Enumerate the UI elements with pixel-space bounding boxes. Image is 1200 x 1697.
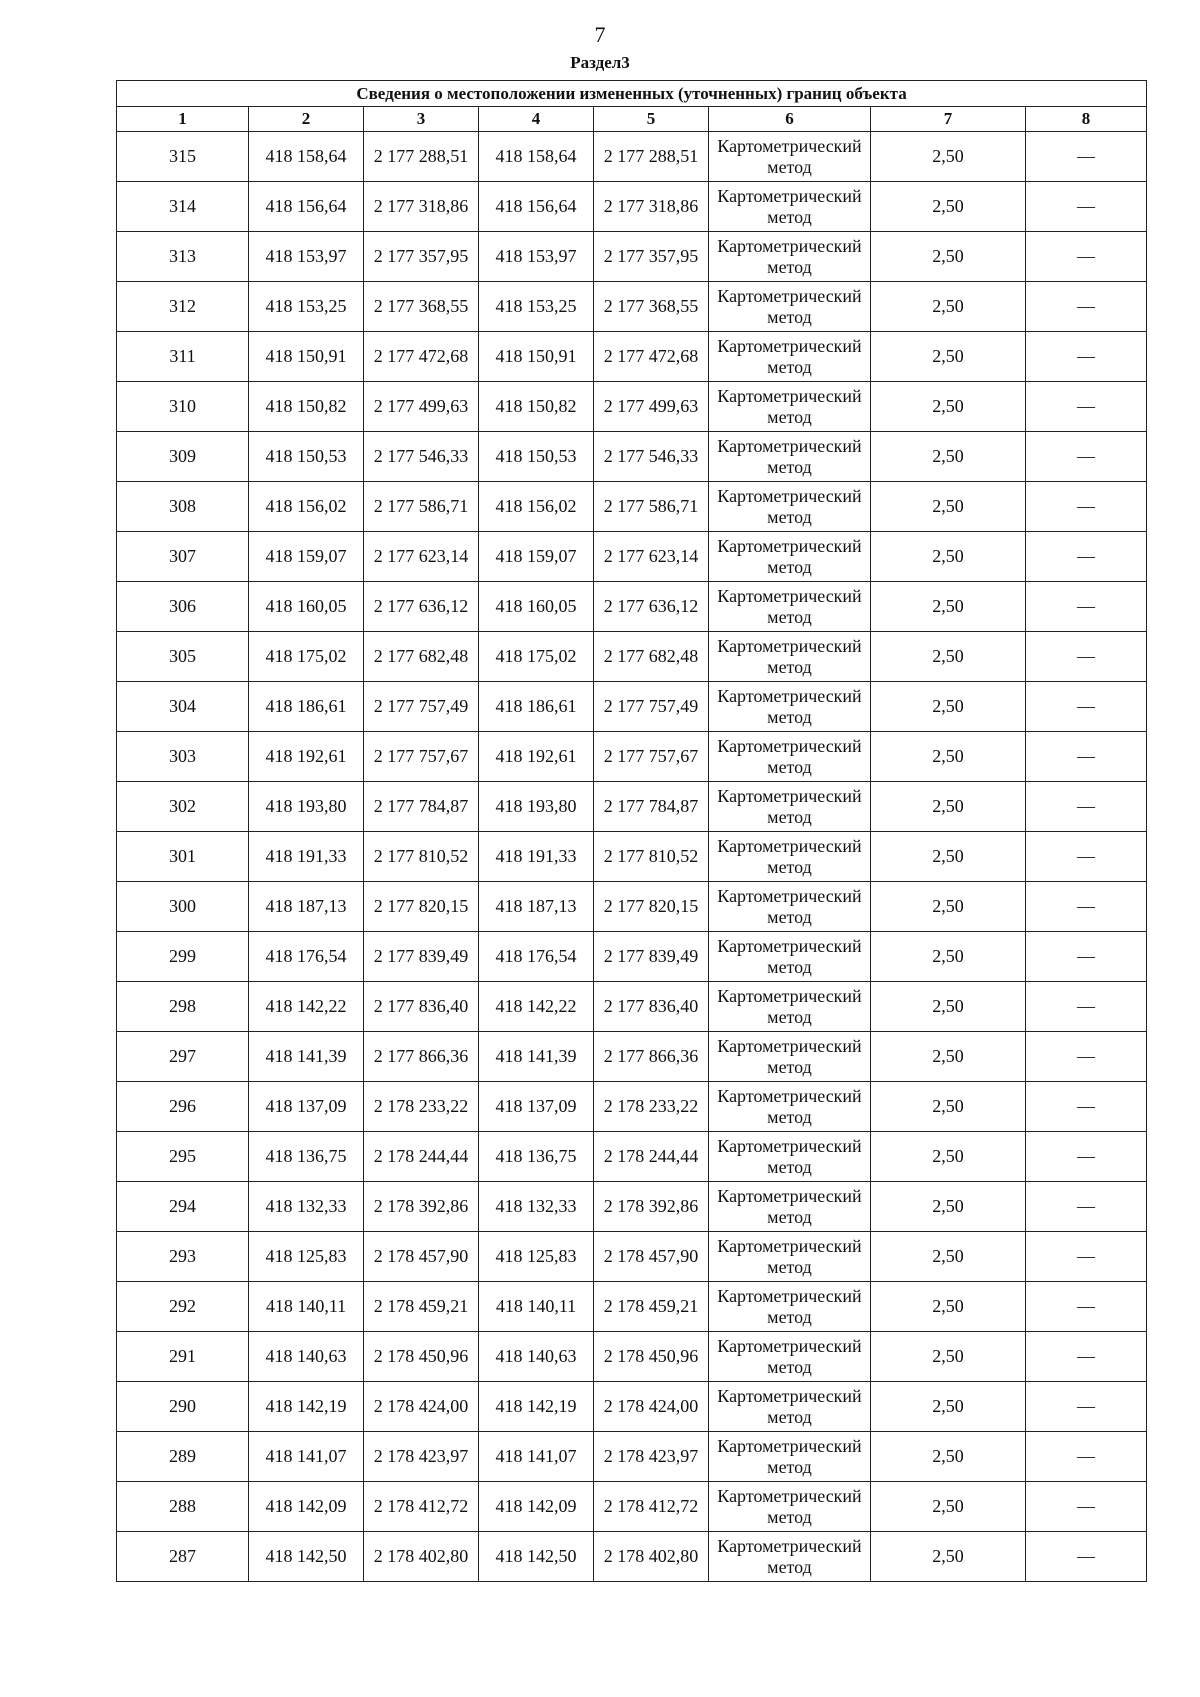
y-refined-cell: 2 177 839,49	[594, 932, 709, 982]
precision-cell: 2,50	[871, 1432, 1026, 1482]
y-refined-cell: 2 178 244,44	[594, 1132, 709, 1182]
x-existing-cell: 418 160,05	[249, 582, 364, 632]
y-existing-cell: 2 177 839,49	[364, 932, 479, 982]
x-refined-cell: 418 142,50	[479, 1532, 594, 1582]
precision-cell: 2,50	[871, 1082, 1026, 1132]
x-existing-cell: 418 156,02	[249, 482, 364, 532]
y-refined-cell: 2 178 402,80	[594, 1532, 709, 1582]
x-refined-cell: 418 186,61	[479, 682, 594, 732]
y-existing-cell: 2 177 866,36	[364, 1032, 479, 1082]
x-existing-cell: 418 141,07	[249, 1432, 364, 1482]
x-refined-cell: 418 176,54	[479, 932, 594, 982]
table-caption: Сведения о местоположении измененных (уточненных) границ объекта	[117, 81, 1147, 107]
y-existing-cell: 2 177 318,86	[364, 182, 479, 232]
x-refined-cell: 418 193,80	[479, 782, 594, 832]
y-refined-cell: 2 178 459,21	[594, 1282, 709, 1332]
point-number-cell: 294	[117, 1182, 249, 1232]
x-existing-cell: 418 150,53	[249, 432, 364, 482]
y-existing-cell: 2 177 472,68	[364, 332, 479, 382]
y-existing-cell: 2 178 392,86	[364, 1182, 479, 1232]
point-number-cell: 305	[117, 632, 249, 682]
y-existing-cell: 2 178 457,90	[364, 1232, 479, 1282]
precision-cell: 2,50	[871, 1332, 1026, 1382]
x-refined-cell: 418 140,11	[479, 1282, 594, 1332]
note-cell: —	[1026, 1482, 1147, 1532]
point-number-cell: 310	[117, 382, 249, 432]
precision-cell: 2,50	[871, 1232, 1026, 1282]
y-existing-cell: 2 177 820,15	[364, 882, 479, 932]
method-cell: Картометрический метод	[709, 732, 871, 782]
x-refined-cell: 418 156,02	[479, 482, 594, 532]
y-refined-cell: 2 178 392,86	[594, 1182, 709, 1232]
y-existing-cell: 2 177 499,63	[364, 382, 479, 432]
point-number-cell: 308	[117, 482, 249, 532]
point-number-cell: 302	[117, 782, 249, 832]
x-existing-cell: 418 142,22	[249, 982, 364, 1032]
point-number-cell: 313	[117, 232, 249, 282]
x-existing-cell: 418 150,82	[249, 382, 364, 432]
y-existing-cell: 2 178 244,44	[364, 1132, 479, 1182]
y-existing-cell: 2 177 757,49	[364, 682, 479, 732]
y-existing-cell: 2 177 357,95	[364, 232, 479, 282]
table-row	[117, 532, 1147, 582]
x-existing-cell: 418 140,63	[249, 1332, 364, 1382]
y-existing-cell: 2 177 586,71	[364, 482, 479, 532]
precision-cell: 2,50	[871, 932, 1026, 982]
x-existing-cell: 418 140,11	[249, 1282, 364, 1332]
table-row	[117, 382, 1147, 432]
y-refined-cell: 2 177 288,51	[594, 132, 709, 182]
column-header-3: 3	[364, 107, 479, 132]
x-existing-cell: 418 191,33	[249, 832, 364, 882]
table-row	[117, 682, 1147, 732]
note-cell: —	[1026, 1332, 1147, 1382]
point-number-cell: 292	[117, 1282, 249, 1332]
table-row	[117, 1332, 1147, 1382]
table-row	[117, 132, 1147, 182]
x-refined-cell: 418 142,19	[479, 1382, 594, 1432]
precision-cell: 2,50	[871, 182, 1026, 232]
method-cell: Картометрический метод	[709, 482, 871, 532]
table-row	[117, 182, 1147, 232]
precision-cell: 2,50	[871, 332, 1026, 382]
x-refined-cell: 418 156,64	[479, 182, 594, 232]
precision-cell: 2,50	[871, 1382, 1026, 1432]
method-cell: Картометрический метод	[709, 1432, 871, 1482]
precision-cell: 2,50	[871, 982, 1026, 1032]
method-cell: Картометрический метод	[709, 332, 871, 382]
method-cell: Картометрический метод	[709, 932, 871, 982]
table-row	[117, 932, 1147, 982]
point-number-cell: 306	[117, 582, 249, 632]
note-cell: —	[1026, 1182, 1147, 1232]
x-refined-cell: 418 137,09	[479, 1082, 594, 1132]
x-refined-cell: 418 191,33	[479, 832, 594, 882]
y-refined-cell: 2 177 636,12	[594, 582, 709, 632]
point-number-cell: 309	[117, 432, 249, 482]
point-number-cell: 315	[117, 132, 249, 182]
y-existing-cell: 2 177 368,55	[364, 282, 479, 332]
method-cell: Картометрический метод	[709, 682, 871, 732]
precision-cell: 2,50	[871, 632, 1026, 682]
y-existing-cell: 2 178 412,72	[364, 1482, 479, 1532]
precision-cell: 2,50	[871, 582, 1026, 632]
table-row	[117, 1182, 1147, 1232]
point-number-cell: 293	[117, 1232, 249, 1282]
x-existing-cell: 418 159,07	[249, 532, 364, 582]
y-existing-cell: 2 177 636,12	[364, 582, 479, 632]
table-row	[117, 1282, 1147, 1332]
y-refined-cell: 2 177 368,55	[594, 282, 709, 332]
precision-cell: 2,50	[871, 1532, 1026, 1582]
y-refined-cell: 2 177 357,95	[594, 232, 709, 282]
table-row	[117, 1232, 1147, 1282]
x-refined-cell: 418 125,83	[479, 1232, 594, 1282]
x-refined-cell: 418 192,61	[479, 732, 594, 782]
column-header-7: 7	[871, 107, 1026, 132]
precision-cell: 2,50	[871, 882, 1026, 932]
x-existing-cell: 418 156,64	[249, 182, 364, 232]
y-existing-cell: 2 178 402,80	[364, 1532, 479, 1582]
y-existing-cell: 2 177 757,67	[364, 732, 479, 782]
note-cell: —	[1026, 732, 1147, 782]
x-existing-cell: 418 150,91	[249, 332, 364, 382]
y-refined-cell: 2 178 233,22	[594, 1082, 709, 1132]
y-refined-cell: 2 177 472,68	[594, 332, 709, 382]
table-caption-row	[117, 81, 1147, 107]
note-cell: —	[1026, 882, 1147, 932]
x-refined-cell: 418 150,82	[479, 382, 594, 432]
table-row	[117, 1082, 1147, 1132]
method-cell: Картометрический метод	[709, 1132, 871, 1182]
note-cell: —	[1026, 1032, 1147, 1082]
x-refined-cell: 418 175,02	[479, 632, 594, 682]
method-cell: Картометрический метод	[709, 1382, 871, 1432]
precision-cell: 2,50	[871, 1482, 1026, 1532]
method-cell: Картометрический метод	[709, 182, 871, 232]
x-existing-cell: 418 125,83	[249, 1232, 364, 1282]
table-row	[117, 782, 1147, 832]
x-existing-cell: 418 192,61	[249, 732, 364, 782]
x-existing-cell: 418 142,50	[249, 1532, 364, 1582]
note-cell: —	[1026, 332, 1147, 382]
point-number-cell: 298	[117, 982, 249, 1032]
x-existing-cell: 418 187,13	[249, 882, 364, 932]
note-cell: —	[1026, 1232, 1147, 1282]
x-refined-cell: 418 140,63	[479, 1332, 594, 1382]
table-row	[117, 632, 1147, 682]
table-row	[117, 282, 1147, 332]
table-row	[117, 432, 1147, 482]
note-cell: —	[1026, 182, 1147, 232]
section-title: Раздел3	[570, 53, 630, 72]
method-cell: Картометрический метод	[709, 882, 871, 932]
point-number-cell: 314	[117, 182, 249, 232]
y-refined-cell: 2 177 623,14	[594, 532, 709, 582]
y-existing-cell: 2 177 682,48	[364, 632, 479, 682]
x-existing-cell: 418 136,75	[249, 1132, 364, 1182]
point-number-cell: 297	[117, 1032, 249, 1082]
column-header-8: 8	[1026, 107, 1147, 132]
y-refined-cell: 2 177 836,40	[594, 982, 709, 1032]
y-refined-cell: 2 178 457,90	[594, 1232, 709, 1282]
precision-cell: 2,50	[871, 382, 1026, 432]
method-cell: Картометрический метод	[709, 782, 871, 832]
point-number-cell: 303	[117, 732, 249, 782]
note-cell: —	[1026, 832, 1147, 882]
x-existing-cell: 418 132,33	[249, 1182, 364, 1232]
x-refined-cell: 418 142,09	[479, 1482, 594, 1532]
method-cell: Картометрический метод	[709, 232, 871, 282]
note-cell: —	[1026, 1282, 1147, 1332]
precision-cell: 2,50	[871, 1282, 1026, 1332]
y-refined-cell: 2 178 423,97	[594, 1432, 709, 1482]
y-refined-cell: 2 177 682,48	[594, 632, 709, 682]
table-row	[117, 732, 1147, 782]
precision-cell: 2,50	[871, 482, 1026, 532]
coordinates-table	[116, 80, 1147, 1582]
y-refined-cell: 2 177 586,71	[594, 482, 709, 532]
x-existing-cell: 418 158,64	[249, 132, 364, 182]
precision-cell: 2,50	[871, 1132, 1026, 1182]
y-refined-cell: 2 177 810,52	[594, 832, 709, 882]
note-cell: —	[1026, 682, 1147, 732]
precision-cell: 2,50	[871, 1032, 1026, 1082]
method-cell: Картометрический метод	[709, 1282, 871, 1332]
table-row	[117, 982, 1147, 1032]
table-row	[117, 882, 1147, 932]
x-refined-cell: 418 158,64	[479, 132, 594, 182]
method-cell: Картометрический метод	[709, 1332, 871, 1382]
column-header-2: 2	[249, 107, 364, 132]
method-cell: Картометрический метод	[709, 1082, 871, 1132]
method-cell: Картометрический метод	[709, 1532, 871, 1582]
x-refined-cell: 418 141,07	[479, 1432, 594, 1482]
note-cell: —	[1026, 532, 1147, 582]
x-refined-cell: 418 150,53	[479, 432, 594, 482]
y-refined-cell: 2 177 546,33	[594, 432, 709, 482]
x-existing-cell: 418 142,09	[249, 1482, 364, 1532]
note-cell: —	[1026, 282, 1147, 332]
note-cell: —	[1026, 232, 1147, 282]
point-number-cell: 287	[117, 1532, 249, 1582]
y-existing-cell: 2 177 623,14	[364, 532, 479, 582]
point-number-cell: 288	[117, 1482, 249, 1532]
x-existing-cell: 418 153,25	[249, 282, 364, 332]
x-refined-cell: 418 150,91	[479, 332, 594, 382]
method-cell: Картометрический метод	[709, 132, 871, 182]
y-refined-cell: 2 178 412,72	[594, 1482, 709, 1532]
y-refined-cell: 2 178 450,96	[594, 1332, 709, 1382]
x-existing-cell: 418 142,19	[249, 1382, 364, 1432]
column-header-6: 6	[709, 107, 871, 132]
table-row	[117, 232, 1147, 282]
point-number-cell: 301	[117, 832, 249, 882]
precision-cell: 2,50	[871, 232, 1026, 282]
note-cell: —	[1026, 382, 1147, 432]
point-number-cell: 307	[117, 532, 249, 582]
precision-cell: 2,50	[871, 832, 1026, 882]
note-cell: —	[1026, 1432, 1147, 1482]
point-number-cell: 290	[117, 1382, 249, 1432]
precision-cell: 2,50	[871, 782, 1026, 832]
method-cell: Картометрический метод	[709, 982, 871, 1032]
point-number-cell: 295	[117, 1132, 249, 1182]
y-refined-cell: 2 177 784,87	[594, 782, 709, 832]
note-cell: —	[1026, 1082, 1147, 1132]
method-cell: Картометрический метод	[709, 1182, 871, 1232]
y-existing-cell: 2 177 784,87	[364, 782, 479, 832]
y-refined-cell: 2 177 499,63	[594, 382, 709, 432]
point-number-cell: 300	[117, 882, 249, 932]
table-row	[117, 1532, 1147, 1582]
method-cell: Картометрический метод	[709, 382, 871, 432]
x-existing-cell: 418 176,54	[249, 932, 364, 982]
y-refined-cell: 2 177 820,15	[594, 882, 709, 932]
precision-cell: 2,50	[871, 432, 1026, 482]
method-cell: Картометрический метод	[709, 1482, 871, 1532]
point-number-cell: 296	[117, 1082, 249, 1132]
note-cell: —	[1026, 632, 1147, 682]
method-cell: Картометрический метод	[709, 632, 871, 682]
note-cell: —	[1026, 782, 1147, 832]
x-refined-cell: 418 142,22	[479, 982, 594, 1032]
y-existing-cell: 2 178 459,21	[364, 1282, 479, 1332]
method-cell: Картометрический метод	[709, 832, 871, 882]
table-body	[117, 132, 1147, 1582]
x-existing-cell: 418 186,61	[249, 682, 364, 732]
precision-cell: 2,50	[871, 532, 1026, 582]
x-refined-cell: 418 153,25	[479, 282, 594, 332]
table-row	[117, 1432, 1147, 1482]
note-cell: —	[1026, 482, 1147, 532]
table-row	[117, 832, 1147, 882]
point-number-cell: 299	[117, 932, 249, 982]
point-number-cell: 304	[117, 682, 249, 732]
y-refined-cell: 2 177 757,67	[594, 732, 709, 782]
point-number-cell: 312	[117, 282, 249, 332]
x-existing-cell: 418 141,39	[249, 1032, 364, 1082]
y-existing-cell: 2 178 423,97	[364, 1432, 479, 1482]
page-number: 7	[594, 22, 606, 47]
y-refined-cell: 2 178 424,00	[594, 1382, 709, 1432]
y-existing-cell: 2 178 233,22	[364, 1082, 479, 1132]
point-number-cell: 291	[117, 1332, 249, 1382]
y-existing-cell: 2 177 810,52	[364, 832, 479, 882]
method-cell: Картометрический метод	[709, 582, 871, 632]
note-cell: —	[1026, 432, 1147, 482]
y-existing-cell: 2 177 836,40	[364, 982, 479, 1032]
x-existing-cell: 418 193,80	[249, 782, 364, 832]
note-cell: —	[1026, 1382, 1147, 1432]
x-refined-cell: 418 153,97	[479, 232, 594, 282]
table-row	[117, 1482, 1147, 1532]
precision-cell: 2,50	[871, 282, 1026, 332]
x-refined-cell: 418 136,75	[479, 1132, 594, 1182]
column-header-4: 4	[479, 107, 594, 132]
method-cell: Картометрический метод	[709, 282, 871, 332]
y-refined-cell: 2 177 866,36	[594, 1032, 709, 1082]
table-row	[117, 332, 1147, 382]
y-refined-cell: 2 177 318,86	[594, 182, 709, 232]
column-header-1: 1	[117, 107, 249, 132]
y-existing-cell: 2 178 450,96	[364, 1332, 479, 1382]
method-cell: Картометрический метод	[709, 532, 871, 582]
precision-cell: 2,50	[871, 682, 1026, 732]
method-cell: Картометрический метод	[709, 1232, 871, 1282]
x-existing-cell: 418 175,02	[249, 632, 364, 682]
table-row	[117, 582, 1147, 632]
point-number-cell: 289	[117, 1432, 249, 1482]
column-header-5: 5	[594, 107, 709, 132]
precision-cell: 2,50	[871, 732, 1026, 782]
y-refined-cell: 2 177 757,49	[594, 682, 709, 732]
x-existing-cell: 418 137,09	[249, 1082, 364, 1132]
x-refined-cell: 418 132,33	[479, 1182, 594, 1232]
y-existing-cell: 2 177 546,33	[364, 432, 479, 482]
table-row	[117, 482, 1147, 532]
note-cell: —	[1026, 1132, 1147, 1182]
x-refined-cell: 418 159,07	[479, 532, 594, 582]
table-row	[117, 1132, 1147, 1182]
precision-cell: 2,50	[871, 1182, 1026, 1232]
point-number-cell: 311	[117, 332, 249, 382]
method-cell: Картометрический метод	[709, 1032, 871, 1082]
column-header-row	[117, 107, 1147, 132]
table-row	[117, 1032, 1147, 1082]
note-cell: —	[1026, 582, 1147, 632]
note-cell: —	[1026, 1532, 1147, 1582]
note-cell: —	[1026, 132, 1147, 182]
y-existing-cell: 2 178 424,00	[364, 1382, 479, 1432]
x-refined-cell: 418 187,13	[479, 882, 594, 932]
precision-cell: 2,50	[871, 132, 1026, 182]
x-refined-cell: 418 160,05	[479, 582, 594, 632]
method-cell: Картометрический метод	[709, 432, 871, 482]
x-refined-cell: 418 141,39	[479, 1032, 594, 1082]
y-existing-cell: 2 177 288,51	[364, 132, 479, 182]
note-cell: —	[1026, 932, 1147, 982]
note-cell: —	[1026, 982, 1147, 1032]
table-row	[117, 1382, 1147, 1432]
x-existing-cell: 418 153,97	[249, 232, 364, 282]
